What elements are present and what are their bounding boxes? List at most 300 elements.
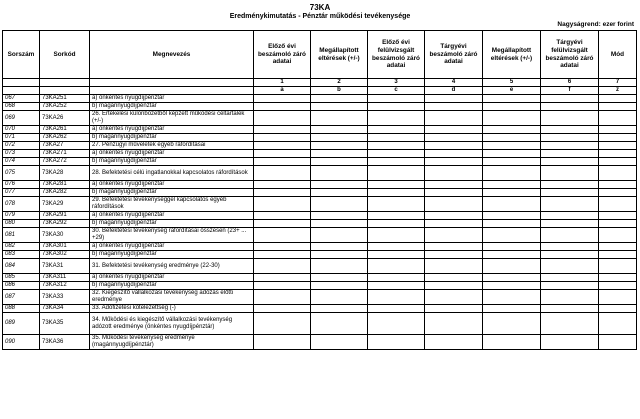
col-number: 6 [541, 79, 599, 87]
row-code: 73KA281 [40, 181, 90, 189]
spacer-cell [90, 87, 254, 95]
data-cell[interactable] [541, 134, 599, 142]
data-cell[interactable] [541, 150, 599, 158]
row-number: 079 [3, 212, 40, 220]
header-col6: Tárgyévi felülvizsgált beszámoló záró adatai [541, 31, 599, 79]
data-cell[interactable] [425, 126, 483, 134]
table-row [3, 197, 637, 212]
data-cell[interactable] [425, 103, 483, 111]
row-label: 29. Befektetési tevékenységgel kapcsolatos egyéb ráfordítások [90, 197, 254, 212]
row-number: 084 [3, 259, 40, 274]
row-number: 075 [3, 166, 40, 181]
data-cell[interactable] [311, 95, 368, 103]
data-cell[interactable] [311, 103, 368, 111]
data-cell[interactable] [368, 166, 425, 181]
row-number: 076 [3, 181, 40, 189]
data-cell[interactable] [599, 220, 637, 228]
row-code: 73KA30 [40, 228, 90, 243]
data-cell[interactable] [541, 142, 599, 150]
col-number: 7 [599, 79, 637, 87]
data-cell[interactable] [541, 220, 599, 228]
column-number-row [3, 79, 637, 87]
row-label: 35. Működési tevékenység eredménye (magánnyugdíjpénztár) [90, 335, 254, 350]
data-cell[interactable] [254, 259, 311, 274]
data-cell[interactable] [425, 282, 483, 290]
row-number: 080 [3, 220, 40, 228]
data-cell[interactable] [599, 95, 637, 103]
data-cell[interactable] [254, 142, 311, 150]
row-code: 73KA34 [40, 305, 90, 313]
data-cell[interactable] [599, 228, 637, 243]
data-cell[interactable] [368, 197, 425, 212]
row-label: 31. Befektetési tevékenység eredménye (22-30) [90, 259, 254, 274]
data-cell[interactable] [599, 274, 637, 282]
data-cell[interactable] [311, 197, 368, 212]
data-cell[interactable] [368, 228, 425, 243]
data-cell[interactable] [254, 126, 311, 134]
data-cell[interactable] [311, 134, 368, 142]
row-number: 088 [3, 305, 40, 313]
row-code: 73KA33 [40, 290, 90, 305]
row-number: 087 [3, 290, 40, 305]
data-cell[interactable] [425, 111, 483, 126]
table-row [3, 134, 637, 142]
table-row [3, 282, 637, 290]
row-code: 73KA301 [40, 243, 90, 251]
data-cell[interactable] [483, 142, 541, 150]
data-cell[interactable] [425, 212, 483, 220]
row-label: a) önkéntes nyugdíjpénztár [90, 212, 254, 220]
data-cell[interactable] [311, 220, 368, 228]
data-cell[interactable] [599, 282, 637, 290]
report-title: Eredménykimutatás - Pénztár működési tevékenysége [229, 13, 411, 20]
data-cell[interactable] [425, 251, 483, 259]
data-cell[interactable] [254, 290, 311, 305]
row-code: 73KA262 [40, 134, 90, 142]
row-number: 089 [3, 313, 40, 335]
data-cell[interactable] [599, 290, 637, 305]
spacer-cell [90, 79, 254, 87]
row-number: 073 [3, 150, 40, 158]
data-cell[interactable] [541, 103, 599, 111]
data-cell[interactable] [541, 95, 599, 103]
data-cell[interactable] [483, 103, 541, 111]
data-cell[interactable] [254, 181, 311, 189]
row-code: 73KA35 [40, 313, 90, 335]
row-number: 068 [3, 103, 40, 111]
data-cell[interactable] [599, 259, 637, 274]
col-letter: c [368, 87, 425, 95]
data-cell[interactable] [368, 158, 425, 166]
col-number: 1 [254, 79, 311, 87]
data-cell[interactable] [311, 282, 368, 290]
col-letter: a [254, 87, 311, 95]
row-code: 73KA302 [40, 251, 90, 259]
table-row [3, 305, 637, 313]
row-number: 090 [3, 335, 40, 350]
data-cell[interactable] [254, 158, 311, 166]
data-cell[interactable] [483, 243, 541, 251]
data-cell[interactable] [425, 134, 483, 142]
table-row [3, 259, 637, 274]
data-cell[interactable] [311, 290, 368, 305]
row-number: 067 [3, 95, 40, 103]
data-cell[interactable] [541, 189, 599, 197]
data-cell[interactable] [483, 251, 541, 259]
row-number: 086 [3, 282, 40, 290]
data-cell[interactable] [425, 243, 483, 251]
table-row [3, 251, 637, 259]
data-cell[interactable] [368, 181, 425, 189]
table-row [3, 313, 637, 335]
table-row [3, 103, 637, 111]
data-cell[interactable] [425, 95, 483, 103]
data-cell[interactable] [425, 189, 483, 197]
data-cell[interactable] [483, 126, 541, 134]
data-cell[interactable] [541, 111, 599, 126]
data-cell[interactable] [483, 282, 541, 290]
table-row [3, 335, 637, 350]
header-col1: Előző évi beszámoló záró adatai [254, 31, 311, 79]
data-cell[interactable] [311, 228, 368, 243]
data-cell[interactable] [541, 259, 599, 274]
data-cell[interactable] [254, 243, 311, 251]
data-cell[interactable] [311, 126, 368, 134]
data-cell[interactable] [483, 259, 541, 274]
data-cell[interactable] [368, 305, 425, 313]
data-cell[interactable] [599, 111, 637, 126]
data-cell[interactable] [311, 166, 368, 181]
table-row [3, 274, 637, 282]
row-code: 73KA26 [40, 111, 90, 126]
row-number: 070 [3, 126, 40, 134]
data-cell[interactable] [254, 95, 311, 103]
data-cell[interactable] [368, 142, 425, 150]
data-cell[interactable] [599, 126, 637, 134]
data-cell[interactable] [483, 95, 541, 103]
unit-label: Nagyságrend: ezer forint [557, 21, 634, 28]
header-megnevezes: Megnevezés [90, 31, 254, 79]
data-cell[interactable] [311, 274, 368, 282]
data-cell[interactable] [254, 313, 311, 335]
data-cell[interactable] [599, 134, 637, 142]
data-cell[interactable] [368, 243, 425, 251]
data-cell[interactable] [368, 220, 425, 228]
row-number: 082 [3, 243, 40, 251]
row-number: 077 [3, 189, 40, 197]
row-label: 28. Befektetési célú ingatlanokkal kapcsolatos ráfordítások [90, 166, 254, 181]
table-row [3, 142, 637, 150]
data-cell[interactable] [541, 282, 599, 290]
data-cell[interactable] [368, 95, 425, 103]
row-code: 73KA312 [40, 282, 90, 290]
data-cell[interactable] [368, 111, 425, 126]
col-number: 4 [425, 79, 483, 87]
data-cell[interactable] [254, 197, 311, 212]
col-letter: z [599, 87, 637, 95]
data-cell[interactable] [254, 251, 311, 259]
table-row [3, 111, 637, 126]
col-letter: b [311, 87, 368, 95]
data-cell[interactable] [311, 158, 368, 166]
data-cell[interactable] [599, 189, 637, 197]
data-cell[interactable] [541, 126, 599, 134]
data-cell[interactable] [311, 313, 368, 335]
data-cell[interactable] [368, 150, 425, 158]
data-cell[interactable] [541, 212, 599, 220]
data-cell[interactable] [368, 282, 425, 290]
data-cell[interactable] [368, 259, 425, 274]
row-label: b) magánnyugdíjpénztár [90, 251, 254, 259]
data-cell[interactable] [483, 313, 541, 335]
col-letter: d [425, 87, 483, 95]
data-cell[interactable] [425, 197, 483, 212]
row-number: 072 [3, 142, 40, 150]
header-row [3, 31, 637, 79]
data-cell[interactable] [311, 181, 368, 189]
data-cell[interactable] [425, 158, 483, 166]
column-letter-row [3, 87, 637, 95]
data-cell[interactable] [483, 181, 541, 189]
row-label: 32. Kiegészítő vállalkozási tevékenység adózás előtti eredménye [90, 290, 254, 305]
row-code: 73KA272 [40, 158, 90, 166]
data-cell[interactable] [483, 111, 541, 126]
data-cell[interactable] [483, 290, 541, 305]
row-label: a) önkéntes nyugdíjpénztár [90, 95, 254, 103]
data-cell[interactable] [368, 274, 425, 282]
data-cell[interactable] [254, 189, 311, 197]
data-cell[interactable] [425, 150, 483, 158]
row-code: 73KA251 [40, 95, 90, 103]
row-label: a) önkéntes nyugdíjpénztár [90, 181, 254, 189]
data-cell[interactable] [311, 259, 368, 274]
report-table [2, 30, 637, 350]
row-label: 30. Befektetési tevékenység ráfordításai összesen (23+ ... +29) [90, 228, 254, 243]
col-number: 3 [368, 79, 425, 87]
data-cell[interactable] [541, 305, 599, 313]
row-label: b) magánnyugdíjpénztár [90, 103, 254, 111]
data-cell[interactable] [311, 305, 368, 313]
data-cell[interactable] [368, 189, 425, 197]
data-cell[interactable] [483, 305, 541, 313]
data-cell[interactable] [599, 305, 637, 313]
row-number: 069 [3, 111, 40, 126]
col-number: 5 [483, 79, 541, 87]
data-cell[interactable] [254, 228, 311, 243]
data-cell[interactable] [425, 305, 483, 313]
data-cell[interactable] [483, 150, 541, 158]
data-cell[interactable] [599, 243, 637, 251]
row-label: b) magánnyugdíjpénztár [90, 189, 254, 197]
header-col3: Előző évi felülvizsgált beszámoló záró adatai [368, 31, 425, 79]
spacer-cell [40, 79, 90, 87]
data-cell[interactable] [541, 166, 599, 181]
row-label: b) magánnyugdíjpénztár [90, 220, 254, 228]
header-sorszam: Sorszám [3, 31, 40, 79]
row-code: 73KA292 [40, 220, 90, 228]
row-number: 081 [3, 228, 40, 243]
data-cell[interactable] [483, 335, 541, 350]
data-cell[interactable] [599, 197, 637, 212]
data-cell[interactable] [541, 243, 599, 251]
row-code: 73KA311 [40, 274, 90, 282]
data-cell[interactable] [599, 166, 637, 181]
data-cell[interactable] [541, 290, 599, 305]
row-label: b) magánnyugdíjpénztár [90, 282, 254, 290]
data-cell[interactable] [254, 282, 311, 290]
table-row [3, 243, 637, 251]
data-cell[interactable] [254, 134, 311, 142]
data-cell[interactable] [541, 313, 599, 335]
col-letter: e [483, 87, 541, 95]
data-cell[interactable] [541, 181, 599, 189]
data-cell[interactable] [368, 290, 425, 305]
row-number: 078 [3, 197, 40, 212]
data-cell[interactable] [425, 142, 483, 150]
data-cell[interactable] [599, 158, 637, 166]
data-cell[interactable] [599, 212, 637, 220]
row-code: 73KA36 [40, 335, 90, 350]
data-cell[interactable] [483, 197, 541, 212]
form-code: 73KA [309, 3, 331, 12]
row-code: 73KA282 [40, 189, 90, 197]
data-cell[interactable] [483, 274, 541, 282]
data-cell[interactable] [368, 103, 425, 111]
row-label: a) önkéntes nyugdíjpénztár [90, 126, 254, 134]
data-cell[interactable] [311, 251, 368, 259]
data-cell[interactable] [541, 228, 599, 243]
data-cell[interactable] [368, 134, 425, 142]
col-number: 2 [311, 79, 368, 87]
data-cell[interactable] [599, 251, 637, 259]
row-label: b) magánnyugdíjpénztár [90, 134, 254, 142]
row-label: 26. Értékelési különbözetből képzett működési céltartalék (+/-) [90, 111, 254, 126]
data-cell[interactable] [368, 212, 425, 220]
row-label: 33. Adófizetési kötelezettség (-) [90, 305, 254, 313]
table-row [3, 212, 637, 220]
data-cell[interactable] [311, 150, 368, 158]
table-row [3, 126, 637, 134]
row-label: b) magánnyugdíjpénztár [90, 158, 254, 166]
header-col4: Tárgyévi beszámoló záró adatai [425, 31, 483, 79]
row-code: 73KA261 [40, 126, 90, 134]
row-code: 73KA27 [40, 142, 90, 150]
data-cell[interactable] [368, 251, 425, 259]
row-label: a) önkéntes nyugdíjpénztár [90, 243, 254, 251]
data-cell[interactable] [541, 274, 599, 282]
data-cell[interactable] [254, 150, 311, 158]
data-cell[interactable] [483, 134, 541, 142]
data-cell[interactable] [599, 150, 637, 158]
spacer-cell [3, 87, 40, 95]
header-sorkod: Sorkód [40, 31, 90, 79]
data-cell[interactable] [368, 335, 425, 350]
data-cell[interactable] [425, 220, 483, 228]
data-cell[interactable] [599, 181, 637, 189]
row-label: 34. Működési és kiegészítő vállalkozási tevékenység adózott eredménye (önkéntes nyugdíjpénztár) [90, 313, 254, 335]
data-cell[interactable] [425, 181, 483, 189]
data-cell[interactable] [311, 142, 368, 150]
spacer-cell [40, 87, 90, 95]
data-cell[interactable] [483, 228, 541, 243]
data-cell[interactable] [483, 166, 541, 181]
row-number: 085 [3, 274, 40, 282]
row-code: 73KA29 [40, 197, 90, 212]
data-cell[interactable] [483, 220, 541, 228]
data-cell[interactable] [425, 228, 483, 243]
data-cell[interactable] [425, 166, 483, 181]
data-cell[interactable] [311, 335, 368, 350]
table-row [3, 290, 637, 305]
data-cell[interactable] [599, 313, 637, 335]
table-row [3, 95, 637, 103]
table-row [3, 166, 637, 181]
data-cell[interactable] [599, 142, 637, 150]
data-cell[interactable] [254, 166, 311, 181]
data-cell[interactable] [425, 335, 483, 350]
data-cell[interactable] [483, 158, 541, 166]
data-cell[interactable] [599, 103, 637, 111]
data-cell[interactable] [425, 313, 483, 335]
data-cell[interactable] [254, 220, 311, 228]
table-row [3, 228, 637, 243]
row-code: 73KA28 [40, 166, 90, 181]
data-cell[interactable] [254, 335, 311, 350]
data-cell[interactable] [254, 111, 311, 126]
table-row [3, 189, 637, 197]
data-cell[interactable] [368, 126, 425, 134]
row-label: a) önkéntes nyugdíjpénztár [90, 274, 254, 282]
table-row [3, 220, 637, 228]
data-cell[interactable] [254, 274, 311, 282]
data-cell[interactable] [311, 243, 368, 251]
row-label: 27. Pénzügyi műveletek egyéb ráfordításai [90, 142, 254, 150]
table-row [3, 181, 637, 189]
data-cell[interactable] [254, 305, 311, 313]
data-cell[interactable] [425, 274, 483, 282]
data-cell[interactable] [368, 313, 425, 335]
row-label: a) önkéntes nyugdíjpénztár [90, 150, 254, 158]
row-code: 73KA31 [40, 259, 90, 274]
row-number: 074 [3, 158, 40, 166]
row-code: 73KA252 [40, 103, 90, 111]
data-cell[interactable] [254, 103, 311, 111]
data-cell[interactable] [311, 111, 368, 126]
table-row [3, 150, 637, 158]
data-cell[interactable] [425, 290, 483, 305]
data-cell[interactable] [541, 335, 599, 350]
row-number: 071 [3, 134, 40, 142]
table-body [3, 95, 637, 350]
table-row [3, 158, 637, 166]
data-cell[interactable] [311, 189, 368, 197]
data-cell[interactable] [425, 259, 483, 274]
data-cell[interactable] [483, 212, 541, 220]
data-cell[interactable] [254, 212, 311, 220]
header-col2: Megállapított eltérések (+/-) [311, 31, 368, 79]
data-cell[interactable] [599, 335, 637, 350]
data-cell[interactable] [541, 158, 599, 166]
data-cell[interactable] [311, 212, 368, 220]
header-col7: Mód [599, 31, 637, 79]
header-col5: Megállapított eltérések (+/-) [483, 31, 541, 79]
col-letter: f [541, 87, 599, 95]
row-number: 083 [3, 251, 40, 259]
data-cell[interactable] [483, 189, 541, 197]
spacer-cell [3, 79, 40, 87]
data-cell[interactable] [541, 251, 599, 259]
data-cell[interactable] [541, 197, 599, 212]
